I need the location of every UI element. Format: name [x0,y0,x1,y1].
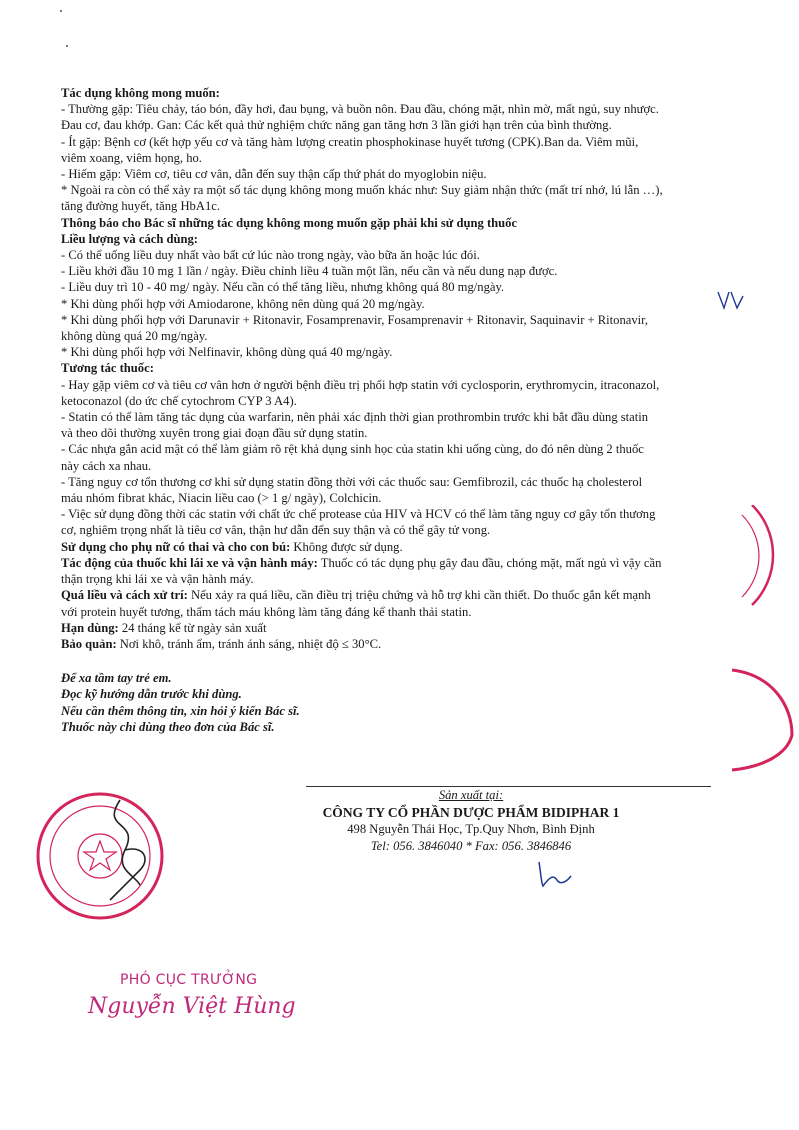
side-effects-line: * Ngoài ra còn có thể xảy ra một số tác dụng không mong muốn khác như: Suy giảm nhận thức (mất trí nhớ, lú lẫn …), [61,183,663,198]
dosage-heading: Liều lượng và cách dùng: [61,231,198,246]
initials-mark [535,858,575,890]
overdose-text-cont: với protein huyết tương, thẩm tách máu không làm tăng đáng kể thanh thải statin. [61,604,472,619]
interactions-line: và theo dõi thường xuyên trong giai đoạn đầu sử dụng statin. [61,426,368,441]
speck [66,45,68,47]
dosage-line: * Khi dùng phối hợp với Darunavir + Ritonavir, Fosamprenavir, Fosamprenavir + Ritonavir, Saquinavir + Ritonavir, [61,312,648,327]
overdose-label: Quá liều và cách xử trí: [61,588,188,603]
side-effects-line: - Thường gặp: Tiêu chảy, táo bón, đầy hơi, đau bụng, và buồn nôn. Đau đầu, chóng mặt, nhìn mờ, mất ngủ, suy nhược. [61,102,659,117]
side-effects-line: tăng đường huyết, tăng HbA1c. [61,199,220,214]
interactions-heading: Tương tác thuốc: [61,361,154,376]
dosage-line: không dùng quá 20 mg/ngày. [61,329,208,344]
pregnancy-text: Không được sử dụng. [290,539,403,554]
warning-line: Đọc kỹ hướng dẫn trước khi dùng. [61,687,242,702]
storage-label: Bảo quản: [61,636,117,651]
interactions-line: - Hay gặp viêm cơ và tiêu cơ vân hơn ở người bệnh điều trị phối hợp statin với cyclosporin, erythromycin, itraconazol, [61,377,660,392]
overdose-paragraph [61,587,761,603]
leaflet-body [61,85,761,735]
side-effects-heading: Tác dụng không mong muốn: [61,86,220,100]
storage-paragraph [61,636,761,652]
approval-signatory-name: Nguyễn Việt Hùng [88,994,296,1019]
side-effects-line: - Ít gặp: Bệnh cơ (kết hợp yếu cơ và tăng hàm lượng creatin phosphokinase huyết tương (CPK).Ban da. Viêm mũi, [61,134,639,149]
director-signature [90,790,170,910]
overdose-text: Nếu xảy ra quá liều, cần điều trị triệu chứng và hỗ trợ khi cần thiết. Do thuốc gắn kết mạnh [187,588,651,603]
side-effects-line: Đau cơ, đau khớp. Gan: Các kết quả thử nghiệm chức năng gan tăng hơn 3 lần giới hạn trên của bình thường. [61,118,612,133]
interactions-line: - Statin có thể làm tăng tác dụng của warfarin, nên phải xác định thời gian prothrombin trước khi bắt đầu dùng statin [61,410,649,425]
manufacturer-address: 498 Nguyễn Thái Học, Tp.Quy Nhơn, Bình Định [347,822,595,836]
initials-mark [715,288,745,312]
company-seal [712,505,799,775]
warning-line: Nếu cần thêm thông tin, xin hỏi ý kiến Bác sĩ. [61,703,300,718]
warnings-block [61,670,761,735]
driving-text: Thuốc có tác dụng phụ gây đau đầu, chóng mặt, mất ngủ vì vậy cần [317,555,662,570]
interactions-line: cơ, nghiêm trọng nhất là tiêu cơ vân, thận hư dẫn đến suy thận và có thể gây tử vong. [61,523,491,538]
warning-line: Để xa tầm tay trẻ em. [61,671,172,686]
pregnancy-paragraph [61,539,761,555]
interactions-line: này cách xa nhau. [61,458,152,473]
driving-label: Tác động của thuốc khi lái xe và vận hành máy: [61,555,318,570]
dosage-line: * Khi dùng phối hợp với Nelfinavir, không dùng quá 40 mg/ngày. [61,345,393,360]
side-effects-line: viêm xoang, viêm họng, ho. [61,150,202,165]
expiry-paragraph [61,620,761,636]
doctor-notice-heading: Thông báo cho Bác sĩ những tác dụng không mong muốn gặp phải khi sử dụng thuốc [61,215,518,230]
interactions-line: máu nhóm fibrat khác, Niacin liều cao (> 1 g/ ngày), Colchicin. [61,491,382,506]
approval-title: PHÓ CỤC TRƯỞNG [120,972,258,988]
spacer [61,652,761,670]
side-effects-line: - Hiếm gặp: Viêm cơ, tiêu cơ vân, dẫn đến suy thận cấp thứ phát do myoglobin niệu. [61,167,487,182]
warning-line: Thuốc này chỉ dùng theo đơn của Bác sĩ. [61,719,275,734]
manufacturer-company: CÔNG TY CỔ PHẦN DƯỢC PHẨM BIDIPHAR 1 [322,805,620,820]
dosage-line: * Khi dùng phối hợp với Amiodarone, không nên dùng quá 20 mg/ngày. [61,296,425,311]
interactions-line: ketoconazol (do ức chế cytochrom CYP 3 A4). [61,393,297,408]
interactions-line: - Việc sử dụng đồng thời các statin với chất ức chế protease của HIV và HCV có thể làm tăng nguy cơ gây tổn thương [61,507,656,522]
driving-text-cont: thận trọng khi lái xe và vận hành máy. [61,572,254,587]
pregnancy-label: Sử dụng cho phụ nữ có thai và cho con bú: [61,539,291,554]
expiry-text: 24 tháng kể từ ngày sản xuất [118,620,267,635]
expiry-label: Hạn dùng: [61,620,119,635]
dosage-line: - Liều duy trì 10 - 40 mg/ ngày. Nếu cần có thể tăng liều, nhưng không quá 80 mg/ngày. [61,280,505,295]
driving-paragraph [61,555,761,571]
dosage-line: - Liều khởi đầu 10 mg 1 lần / ngày. Điều chỉnh liều 4 tuần một lần, nếu cần và nếu dung nạp được. [61,264,558,279]
dosage-line: - Có thể uống liều duy nhất vào bất cứ lúc nào trong ngày, vào bữa ăn hoặc lúc đói. [61,248,480,263]
interactions-line: - Các nhựa gắn acid mật có thể làm giảm rõ rệt khả dụng sinh học của statin khi uống cùng, do đó nên dùng 2 thuốc [61,442,644,457]
interactions-line: - Tăng nguy cơ tổn thương cơ khi sử dụng statin đồng thời với các thuốc sau: Gemfibrozil, các thuốc hạ cholesterol [61,474,643,489]
manufacturer-contact: Tel: 056. 3846040 * Fax: 056. 3846846 [370,839,572,853]
manufacturer-label: Sản xuất tại: [438,788,504,802]
storage-text: Nơi khô, tránh ẩm, tránh ánh sáng, nhiệt độ ≤ 30°C. [116,636,382,651]
speck [60,10,62,12]
